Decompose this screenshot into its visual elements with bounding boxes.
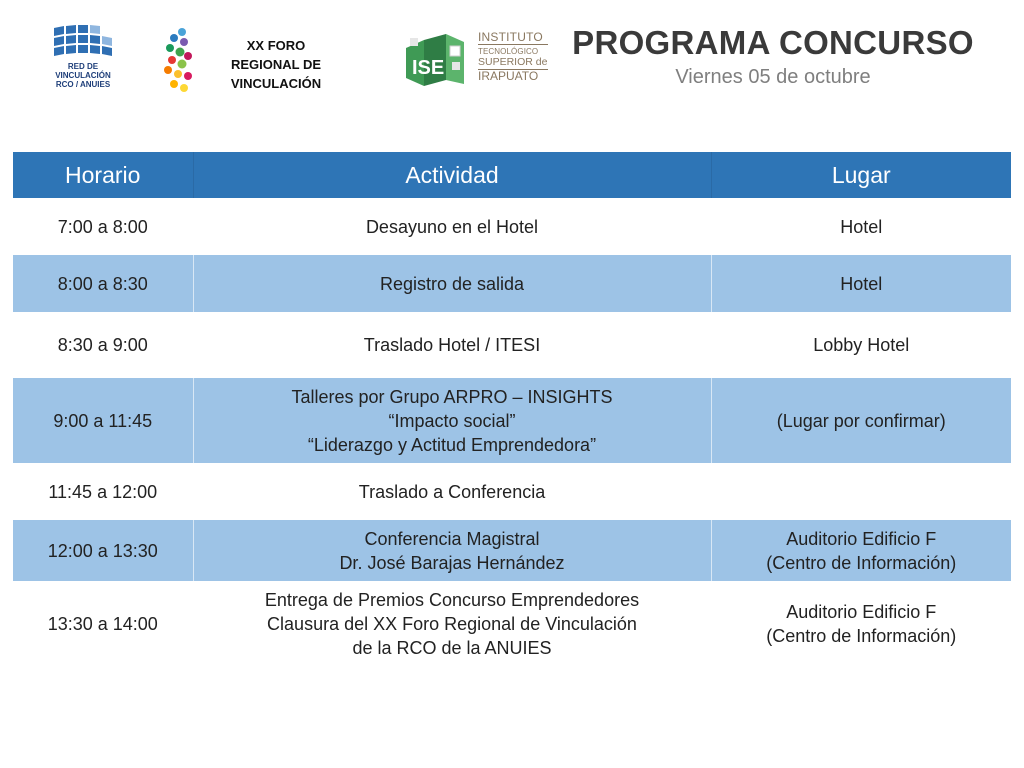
red-logo-line: RCO / ANUIES: [55, 80, 111, 89]
lugar-cell: [711, 463, 1011, 520]
lugar-line: (Centro de Información): [766, 552, 957, 573]
actividad-line: Traslado Hotel / ITESI: [363, 335, 541, 355]
table-row: [13, 520, 1011, 581]
red-logo-line: VINCULACIÓN: [55, 71, 111, 80]
page-subtitle: Viernes 05 de octubre: [675, 66, 871, 88]
page-title: PROGRAMA CONCURSO: [572, 24, 974, 61]
actividad-cell: [193, 198, 711, 255]
column-header-horario: Horario: [13, 152, 193, 198]
lugar-line: Lobby Hotel: [813, 335, 910, 355]
ise-cube-logo: [400, 32, 470, 94]
foro-logo-text: [220, 36, 332, 93]
actividad-cell: [193, 255, 711, 312]
actividad-line: Conferencia Magistral: [364, 528, 540, 549]
actividad-cell: [193, 520, 711, 581]
table-row: [13, 312, 1011, 378]
lugar-cell: [711, 198, 1011, 255]
actividad-cell: [193, 378, 711, 463]
actividad-line: Dr. José Barajas Hernández: [339, 552, 565, 573]
red-vinculacion-mark-icon: [50, 24, 116, 60]
actividad-line: Desayuno en el Hotel: [365, 216, 539, 237]
lugar-line: (Centro de Información): [766, 626, 957, 646]
actividad-line: Talleres por Grupo ARPRO – INSIGHTS: [291, 386, 613, 407]
red-vinculacion-logo: [50, 24, 116, 94]
table-row: [13, 378, 1011, 463]
lugar-line: Auditorio Edificio F: [786, 528, 937, 549]
itesi-logo-line: IRAPUATO: [478, 69, 539, 83]
horario-cell: 7:00 a 8:00: [13, 198, 193, 255]
horario-cell: 11:45 a 12:00: [13, 463, 193, 520]
itesi-logo-line: TECNOLÓGICO: [478, 47, 539, 56]
actividad-line: Entrega de Premios Concurso Emprendedores: [264, 590, 640, 610]
horario-cell: 9:00 a 11:45: [13, 378, 193, 463]
table-header-row: [13, 152, 1011, 198]
horario-cell: 12:00 a 13:30: [13, 520, 193, 581]
horario-cell: 8:30 a 9:00: [13, 312, 193, 378]
table-row: [13, 463, 1011, 520]
actividad-line: Registro de salida: [379, 273, 525, 294]
page-header: [0, 0, 1024, 150]
actividad-line: Clausura del XX Foro Regional de Vinculación: [267, 614, 637, 634]
lugar-line: Hotel: [840, 273, 883, 294]
itesi-logo-line: INSTITUTO: [478, 32, 548, 45]
actividad-line: Traslado a Conferencia: [358, 481, 546, 502]
lugar-cell: [711, 378, 1011, 463]
itesi-logo: [478, 32, 548, 94]
foro-logo-line: REGIONAL DE: [230, 57, 322, 72]
lugar-cell: [711, 312, 1011, 378]
lugar-line: Hotel: [840, 216, 883, 237]
table-row: [13, 198, 1011, 255]
actividad-line: “Impacto social”: [388, 410, 516, 431]
ise-cube-icon: [400, 32, 470, 94]
table-row: [13, 255, 1011, 312]
actividad-cell: [193, 312, 711, 378]
itesi-logo-line: SUPERIOR de: [478, 56, 548, 68]
actividad-line: de la RCO de la ANUIES: [352, 638, 552, 658]
red-logo-line: RED DE: [67, 62, 99, 71]
actividad-line: “Liderazgo y Actitud Emprendedora”: [307, 434, 597, 455]
lugar-cell: [711, 581, 1011, 667]
table-row: [13, 581, 1011, 667]
horario-cell: 8:00 a 8:30: [13, 255, 193, 312]
lugar-line: Auditorio Edificio F: [786, 602, 937, 622]
actividad-cell: [193, 463, 711, 520]
lugar-line: (Lugar por confirmar): [776, 410, 946, 431]
foro-logo-line: VINCULACIÓN: [230, 76, 322, 91]
foro-mark-icon: [160, 26, 196, 96]
lugar-cell: [711, 520, 1011, 581]
column-header-lugar: Lugar: [711, 152, 1011, 198]
horario-cell: 13:30 a 14:00: [13, 581, 193, 667]
column-header-actividad: Actividad: [193, 152, 711, 198]
foro-logo-line: XX FORO: [246, 38, 306, 53]
ise-mark-text: ISE: [412, 57, 445, 79]
actividad-cell: [193, 581, 711, 667]
lugar-cell: [711, 255, 1011, 312]
schedule-table: [13, 152, 1011, 667]
